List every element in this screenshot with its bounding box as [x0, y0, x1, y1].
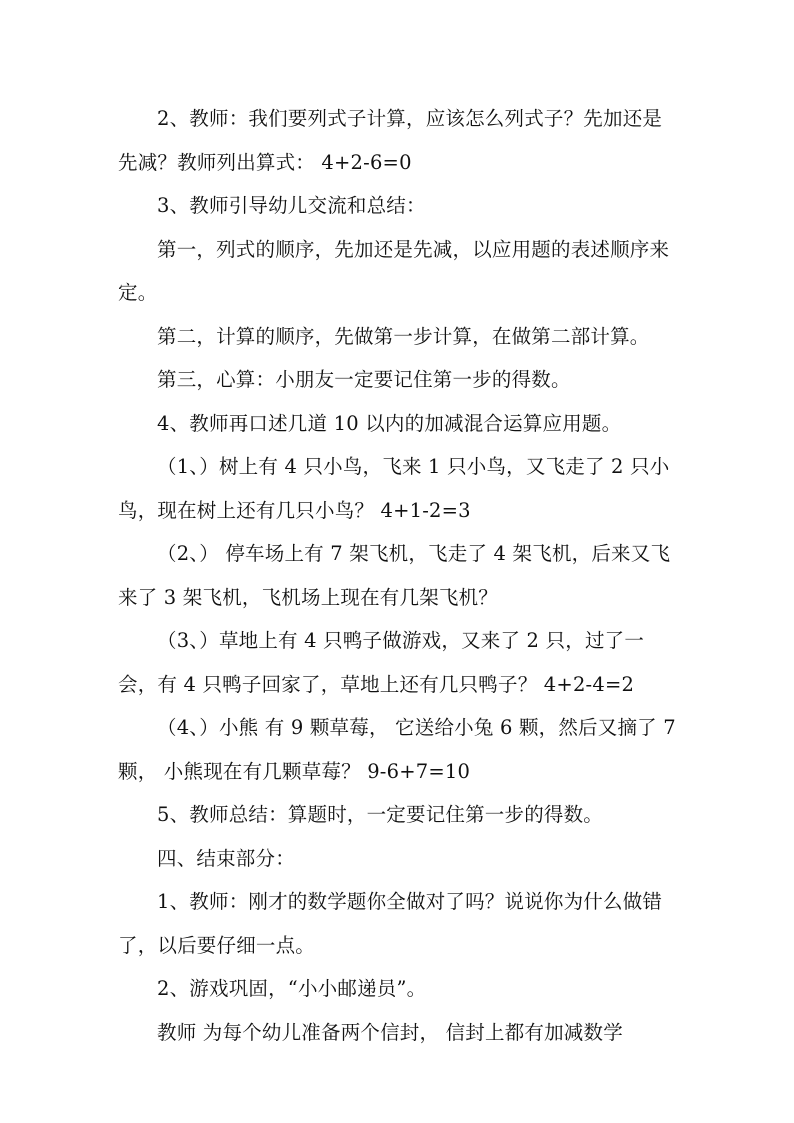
- paragraph-problem-strawberries: （4、）小熊 有 9 颗草莓， 它送给小兔 6 颗，然后又摘了 7 颗， 小熊现在有几颗草莓？ 9-6+7=10: [118, 716, 676, 783]
- paragraph-teacher-equation: 2、教师：我们要列式子计算，应该怎么列式子？先加还是先减？教师列出算式： 4+2-6=0: [118, 107, 663, 174]
- paragraph-second-order: 第二，计算的顺序，先做第一步计算，在做第二部计算。: [157, 324, 650, 348]
- paragraph-game-mail: 2、游戏巩固，“小小邮递员”。: [157, 977, 427, 1000]
- paragraph-oral-problems: 4、教师再口述几道 10 以内的加减混合运算应用题。: [157, 411, 622, 435]
- section-heading-ending: 四、结束部分：: [157, 846, 295, 870]
- paragraph-third-mental: 第三，心算：小朋友一定要记住第一步的得数。: [157, 368, 571, 391]
- paragraph-guide-summary: 3、教师引导幼儿交流和总结：: [157, 194, 426, 217]
- paragraph-problem-planes: （2、） 停车场上有 7 架飞机，飞走了 4 架飞机，后来又飞来了 3 架飞机，飞机场上现在有几架飞机？: [118, 542, 671, 609]
- paragraph-problem-ducks: （3、）草地上有 4 只鸭子做游戏，又来了 2 只，过了一会，有 4 只鸭子回家了，草地上还有几只鸭子？ 4+2-4=2: [118, 629, 645, 696]
- paragraph-review-question: 1、教师：刚才的数学题你全做对了吗？说说你为什么做错了，以后要仔细一点。: [118, 890, 663, 957]
- paragraph-teacher-conclusion: 5、教师总结：算题时，一定要记住第一步的得数。: [157, 803, 604, 826]
- paragraph-problem-birds: （1、）树上有 4 只小鸟，飞来 1 只小鸟，又飞走了 2 只小鸟，现在树上还有几只小鸟？ 4+1-2=3: [118, 455, 670, 522]
- paragraph-first-order: 第一，列式的顺序，先加还是先减，以应用题的表述顺序来定。: [118, 237, 670, 304]
- paragraph-envelopes: 教师 为每个幼儿准备两个信封， 信封上都有加减数学: [157, 1020, 623, 1044]
- document-body: [118, 97, 678, 1054]
